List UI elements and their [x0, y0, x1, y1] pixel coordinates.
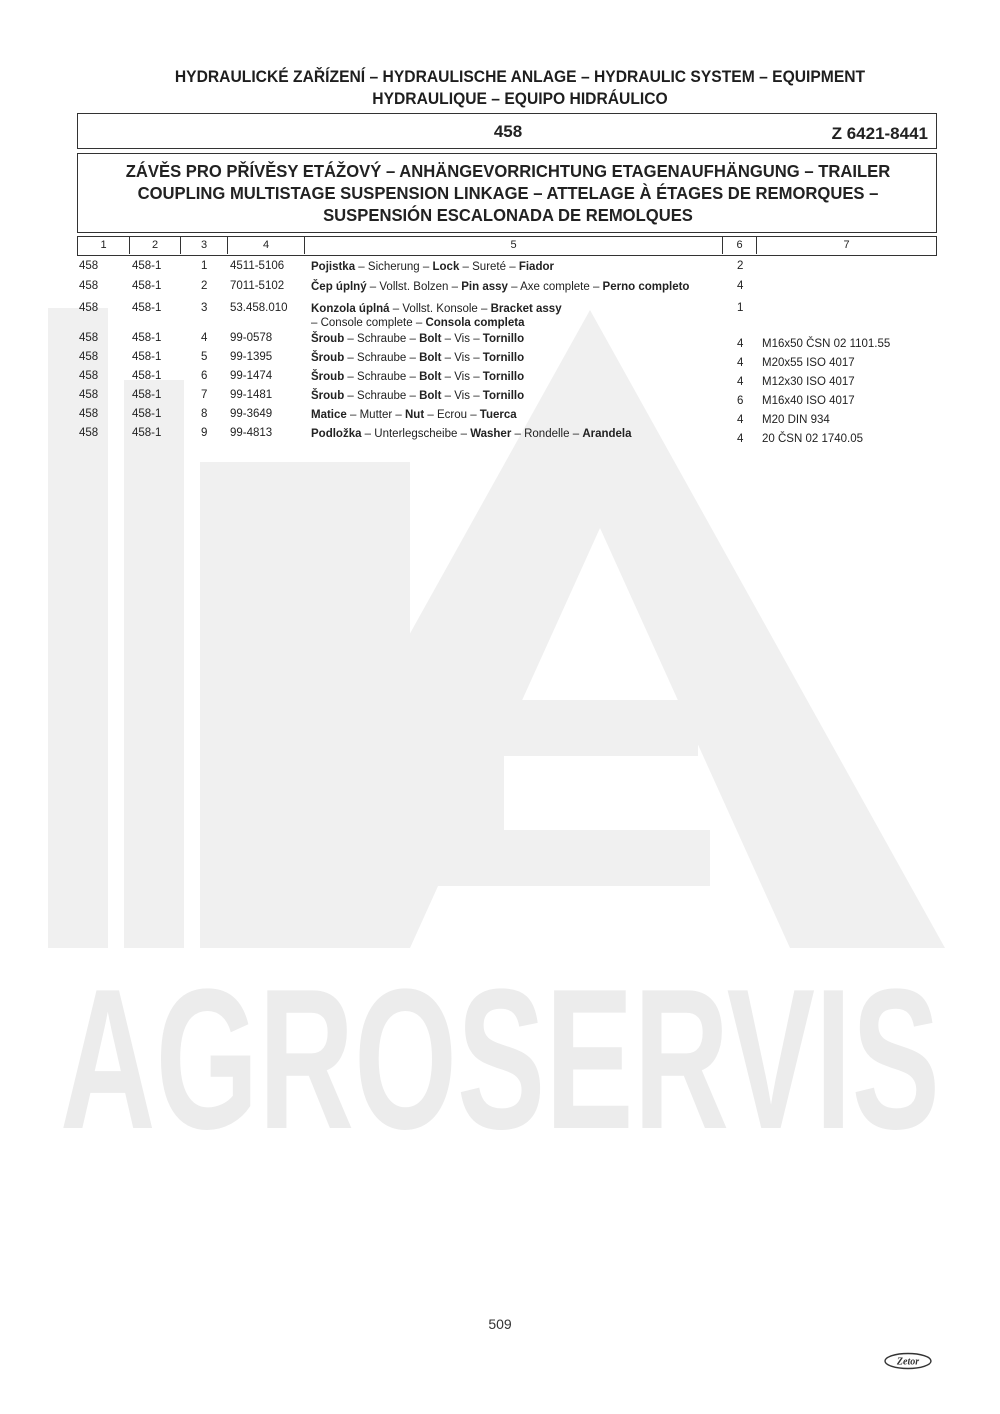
group-title-box: [77, 153, 937, 233]
row-position: 6: [201, 370, 208, 382]
row-figure: 458-1: [132, 302, 162, 314]
description-separator: –: [477, 303, 491, 315]
row-quantity: 4: [737, 376, 744, 388]
description-es: Arandela: [582, 428, 632, 440]
column-header-7: 7: [756, 237, 936, 254]
description-de: Schraube: [357, 371, 407, 383]
row-position: 9: [201, 427, 208, 439]
row-quantity: 1: [737, 302, 744, 314]
description-es: Tornillo: [482, 390, 525, 402]
description-fr: Vis: [454, 352, 470, 364]
description-separator: –: [311, 317, 321, 329]
page-number: 509: [488, 1316, 512, 1332]
description-fr: Vis: [454, 371, 470, 383]
group-title-line1: ZÁVĚS PRO PŘÍVĚSY ETÁŽOVÝ – ANHÄNGEVORRICHTUNG ETAGENAUFHÄNGUNG – TRAILER: [125, 161, 891, 181]
row-quantity: 2: [737, 260, 744, 272]
zetor-logo-text: Zetor: [896, 1356, 920, 1368]
row-part-number: 99-4813: [230, 427, 273, 439]
description-en: Nut: [404, 409, 425, 421]
row-note: 20 ČSN 02 1740.05: [762, 433, 864, 445]
row-description: [311, 389, 721, 403]
description-en: Pin assy: [461, 281, 508, 293]
row-group: 458: [79, 427, 99, 439]
column-header-6: 6: [722, 237, 756, 254]
section-title-line2: HYDRAULIQUE – EQUIPO HIDRÁULICO: [372, 89, 668, 108]
row-group: 458: [79, 260, 99, 272]
description-separator: –: [441, 333, 455, 345]
description-separator: –: [441, 371, 455, 383]
row-quantity: 4: [737, 338, 744, 350]
description-separator: –: [589, 281, 603, 293]
description-fr: Sureté: [472, 261, 507, 273]
description-separator: –: [569, 428, 583, 440]
row-part-number: 99-3649: [230, 408, 273, 420]
row-description: [311, 427, 721, 441]
row-description: [311, 351, 721, 365]
column-header-2: 2: [129, 237, 180, 254]
row-quantity: 6: [737, 395, 744, 407]
row-quantity: 4: [737, 433, 744, 445]
description-separator: –: [344, 333, 358, 345]
row-figure: 458-1: [132, 351, 162, 363]
description-separator: –: [441, 390, 455, 402]
description-cz: Matice: [311, 409, 347, 421]
description-separator: –: [506, 261, 519, 273]
description-cz: Pojistka: [311, 261, 356, 273]
description-es: Perno completo: [602, 281, 690, 293]
section-title: [124, 66, 915, 110]
row-part-number: 99-1395: [230, 351, 273, 363]
description-separator: –: [470, 333, 483, 345]
description-de: Sicherung: [367, 261, 420, 273]
description-de: Schraube: [357, 390, 407, 402]
description-separator: –: [470, 352, 483, 364]
row-part-number: 99-1474: [230, 370, 273, 382]
description-en: Bracket assy: [490, 303, 562, 315]
column-header-1: 1: [100, 239, 107, 251]
row-figure: 458-1: [132, 280, 162, 292]
description-en: Washer: [470, 428, 512, 440]
description-es: Tornillo: [482, 352, 525, 364]
row-note: M12x30 ISO 4017: [762, 376, 855, 388]
row-description: [311, 302, 721, 330]
description-separator: –: [344, 352, 358, 364]
row-group: 458: [79, 408, 99, 420]
description-en: Bolt: [419, 333, 442, 345]
description-separator: –: [389, 303, 403, 315]
zetor-logo-icon: [884, 1352, 932, 1370]
column-header-4: 4: [227, 237, 304, 254]
row-note: M16x50 ČSN 02 1101.55: [762, 338, 891, 350]
description-separator: –: [448, 281, 462, 293]
row-description: [311, 332, 721, 346]
description-separator: –: [424, 409, 437, 421]
description-cz: Šroub: [311, 390, 345, 402]
row-group: 458: [79, 351, 99, 363]
description-fr: Vis: [454, 390, 470, 402]
description-separator: –: [406, 371, 420, 383]
column-header-3: 3: [180, 237, 227, 254]
row-position: 8: [201, 408, 208, 420]
description-en: Bolt: [419, 390, 442, 402]
row-group: 458: [79, 332, 99, 344]
description-separator: –: [507, 281, 521, 293]
description-de: Vollst. Konsole: [402, 303, 478, 315]
group-title-line3: SUSPENSIÓN ESCALONADA DE REMOLQUES: [323, 205, 693, 225]
description-separator: –: [406, 390, 420, 402]
row-figure: 458-1: [132, 427, 162, 439]
description-cz: Konzola úplná: [311, 303, 390, 315]
description-en: Bolt: [419, 352, 442, 364]
description-separator: –: [344, 371, 358, 383]
description-fr: Vis: [454, 333, 470, 345]
row-figure: 458-1: [132, 370, 162, 382]
description-separator: –: [355, 261, 368, 273]
description-cz: Šroub: [311, 333, 345, 345]
group-number: 458: [493, 122, 523, 141]
row-group: 458: [79, 280, 99, 292]
row-figure: 458-1: [132, 408, 162, 420]
description-separator: –: [441, 352, 455, 364]
description-separator: –: [467, 409, 480, 421]
description-separator: –: [344, 390, 358, 402]
row-description: [311, 408, 721, 422]
description-fr: Console complete: [320, 317, 413, 329]
description-de: Vollst. Bolzen: [379, 281, 449, 293]
row-quantity: 4: [737, 357, 744, 369]
row-group: 458: [79, 370, 99, 382]
description-fr: Axe complete: [520, 281, 590, 293]
group-title-line2: COUPLING MULTISTAGE SUSPENSION LINKAGE – ATTELAGE À ÉTAGES DE REMORQUES –: [137, 183, 879, 203]
description-en: Lock: [432, 261, 460, 273]
row-part-number: 99-0578: [230, 332, 273, 344]
row-figure: 458-1: [132, 260, 162, 272]
row-position: 2: [201, 280, 208, 292]
description-separator: –: [346, 409, 360, 421]
description-de: Mutter: [359, 409, 393, 421]
row-group: 458: [79, 302, 99, 314]
row-note: M20 DIN 934: [762, 414, 830, 426]
column-header-row: [77, 236, 937, 256]
section-title-line1: HYDRAULICKÉ ZAŘÍZENÍ – HYDRAULISCHE ANLAGE – HYDRAULIC SYSTEM – EQUIPMENT: [174, 67, 866, 86]
description-de: Schraube: [357, 352, 407, 364]
model-code: Z 6421-8441: [831, 124, 928, 143]
row-position: 5: [201, 351, 208, 363]
description-separator: –: [419, 261, 433, 273]
description-es: Tornillo: [482, 371, 525, 383]
row-position: 1: [201, 260, 208, 272]
description-separator: –: [366, 281, 380, 293]
row-position: 7: [201, 389, 208, 401]
group-title: [119, 160, 898, 226]
row-group: 458: [79, 389, 99, 401]
description-es: Tornillo: [482, 333, 525, 345]
description-separator: –: [459, 261, 473, 273]
row-position: 4: [201, 332, 208, 344]
row-part-number: 53.458.010: [230, 302, 288, 314]
description-separator: –: [470, 390, 483, 402]
row-note: M16x40 ISO 4017: [762, 395, 855, 407]
description-cz: Čep úplný: [311, 281, 367, 293]
row-part-number: 99-1481: [230, 389, 273, 401]
description-de: Unterlegscheibe: [374, 428, 458, 440]
description-fr: Rondelle: [524, 428, 570, 440]
description-es: Tuerca: [479, 409, 517, 421]
description-cz: Šroub: [311, 371, 345, 383]
description-fr: Ecrou: [436, 409, 467, 421]
group-code-box: [77, 113, 937, 149]
row-part-number: 4511-5106: [230, 260, 285, 272]
description-cz: Šroub: [311, 352, 345, 364]
description-es: Fiador: [518, 261, 554, 273]
row-position: 3: [201, 302, 208, 314]
description-separator: –: [392, 409, 405, 421]
description-separator: –: [457, 428, 471, 440]
row-part-number: 7011-5102: [230, 280, 285, 292]
row-description: [311, 280, 721, 294]
description-cz: Podložka: [311, 428, 362, 440]
description-separator: –: [511, 428, 525, 440]
row-description: [311, 260, 721, 274]
row-figure: 458-1: [132, 332, 162, 344]
description-en: Bolt: [419, 371, 442, 383]
description-de: Schraube: [357, 333, 407, 345]
description-separator: –: [412, 317, 426, 329]
description-es: Consola completa: [425, 317, 525, 329]
row-note: M20x55 ISO 4017: [762, 357, 855, 369]
column-header-5: 5: [304, 237, 722, 254]
description-separator: –: [406, 352, 420, 364]
row-figure: 458-1: [132, 389, 162, 401]
row-quantity: 4: [737, 280, 744, 292]
row-quantity: 4: [737, 414, 744, 426]
description-separator: –: [361, 428, 375, 440]
watermark-text: AGROSERVIS: [60, 948, 940, 1171]
description-separator: –: [406, 333, 420, 345]
description-separator: –: [470, 371, 483, 383]
row-description: [311, 370, 721, 384]
